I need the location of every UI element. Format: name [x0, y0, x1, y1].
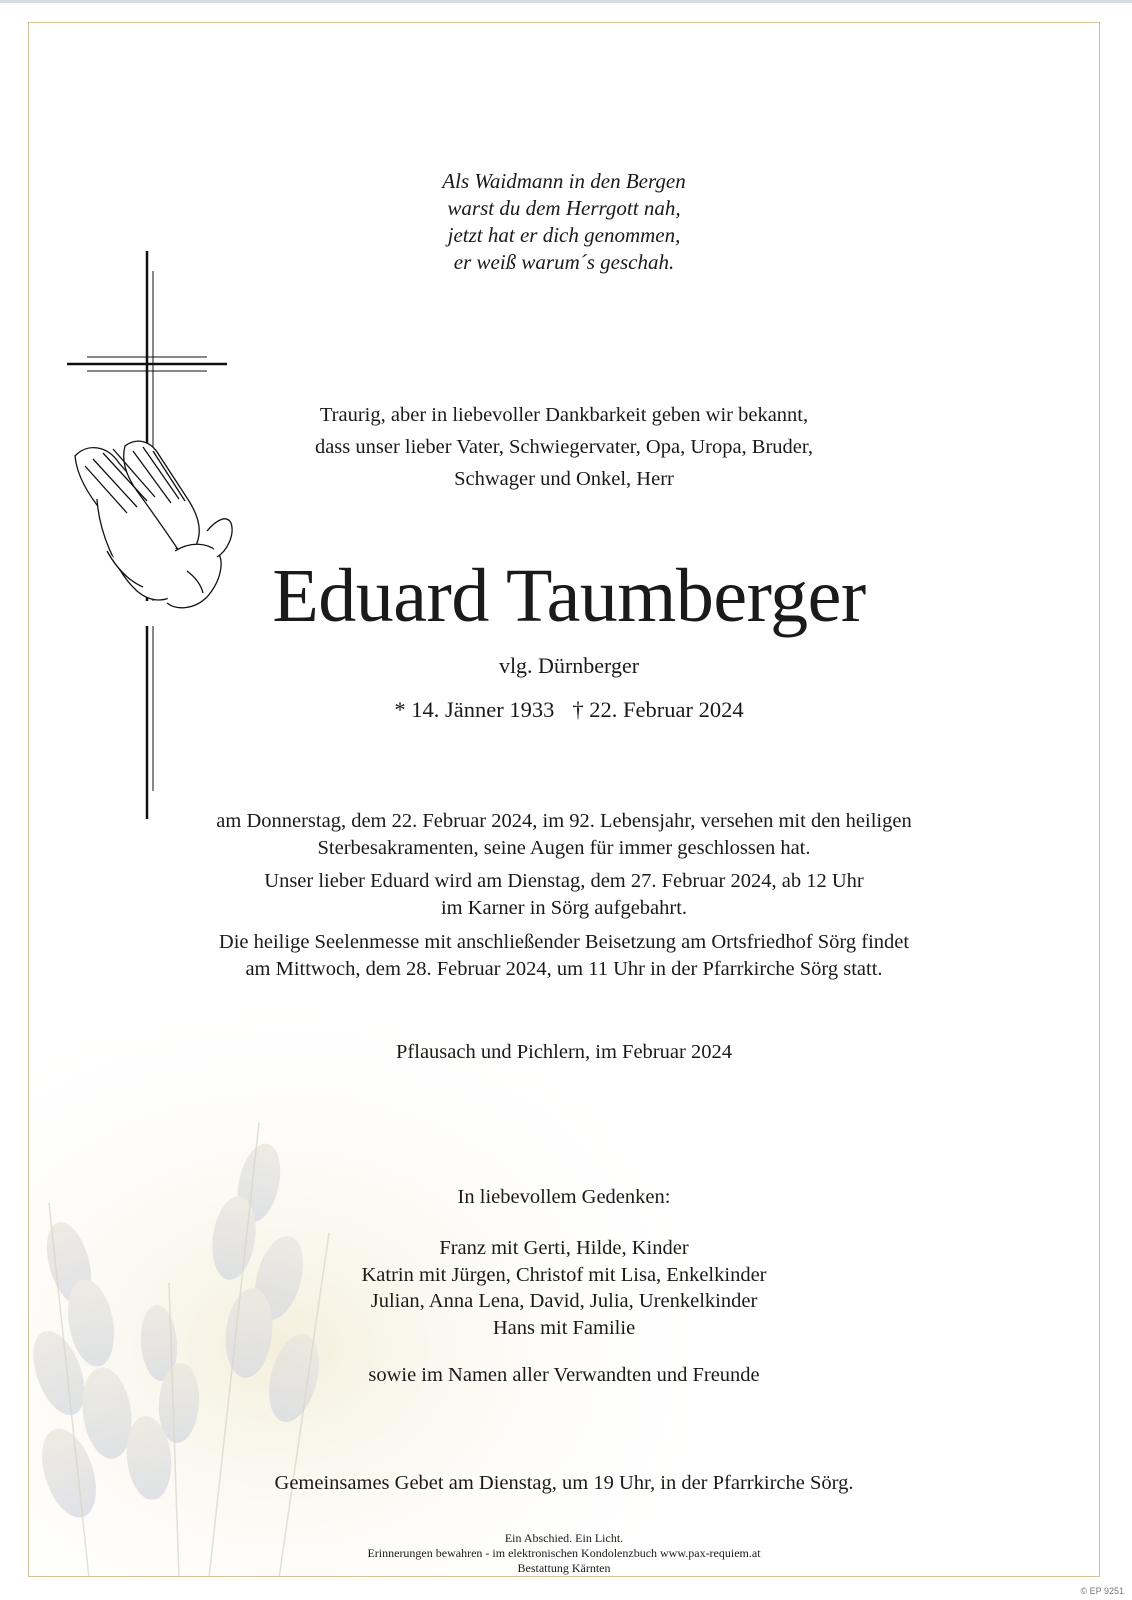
life-dates [219, 694, 919, 726]
funeral-paragraph [29, 929, 1099, 983]
death-date: † 22. Februar 2024 [572, 697, 744, 722]
scan-edge [0, 0, 1132, 3]
motto-line: warst du dem Herrgott nah, [447, 196, 681, 220]
intro-line: Traurig, aber in liebevoller Dankbarkeit geben wir bekannt, [319, 404, 809, 426]
paragraph-line: im Karner in Sörg aufgebahrt. [440, 897, 688, 919]
relatives-line: sowie im Namen aller Verwandten und Freunde [368, 1364, 760, 1386]
intro-line: Schwager und Onkel, Herr [454, 468, 674, 490]
family-line: Franz mit Gerti, Hilde, Kinder [439, 1237, 689, 1259]
paragraph-line: am Donnerstag, dem 22. Februar 2024, im 92. Lebensjahr, versehen mit den heiligen [216, 810, 912, 832]
footer-line: Bestattung Kärnten [517, 1561, 611, 1575]
cross-icon [67, 251, 237, 819]
undertaker-footer [29, 1531, 1099, 1576]
paragraph-line: am Mittwoch, dem 28. Februar 2024, um 11 Uhr in der Pfarrkirche Sörg statt. [245, 958, 883, 980]
paragraph-line: Die heilige Seelenmesse mit anschließender Beisetzung am Ortsfriedhof Sörg findet [218, 931, 910, 953]
paragraph-line: Unser lieber Eduard wird am Dienstag, dem 27. Februar 2024, ab 12 Uhr [264, 870, 864, 892]
birth-date: * 14. Jänner 1933 [394, 697, 555, 722]
print-code: © EP 9251 [1080, 1586, 1124, 1596]
family-line: Julian, Anna Lena, David, Julia, Urenkelkinder [370, 1290, 758, 1312]
family-list [29, 1235, 1099, 1341]
place-and-date: Pflausach und Pichlern, im Februar 2024 [396, 1041, 732, 1063]
death-paragraph [29, 808, 1099, 862]
footer-line: Ein Abschied. Ein Licht. [504, 1531, 624, 1545]
footer-line: Erinnerungen bewahren - im elektronischen Kondolenzbuch www.pax-requiem.at [367, 1546, 761, 1560]
viewing-paragraph [29, 868, 1099, 922]
memorial-motto [29, 168, 1099, 276]
paragraph-line: Sterbesakramenten, seine Augen für immer geschlossen hat. [317, 837, 811, 859]
motto-line: er weiß warum´s geschah. [453, 250, 675, 274]
deceased-vulgo: vlg. Dürnberger [498, 653, 640, 678]
intro-line: dass unser lieber Vater, Schwiegervater, Opa, Uropa, Bruder, [314, 436, 814, 458]
memorial-heading: In liebevollem Gedenken: [457, 1186, 671, 1208]
prayer-announcement: Gemeinsames Gebet am Dienstag, um 19 Uhr, in der Pfarrkirche Sörg. [274, 1472, 854, 1494]
obituary-card [28, 22, 1100, 1577]
motto-line: jetzt hat er dich genommen, [447, 223, 681, 247]
family-line: Katrin mit Jürgen, Christof mit Lisa, Enkelkinder [361, 1263, 767, 1286]
announcement-intro [29, 399, 1099, 495]
motto-line: Als Waidmann in den Bergen [442, 169, 686, 193]
deceased-name: Eduard Taumberger [272, 554, 866, 638]
family-line: Hans mit Familie [492, 1316, 636, 1339]
